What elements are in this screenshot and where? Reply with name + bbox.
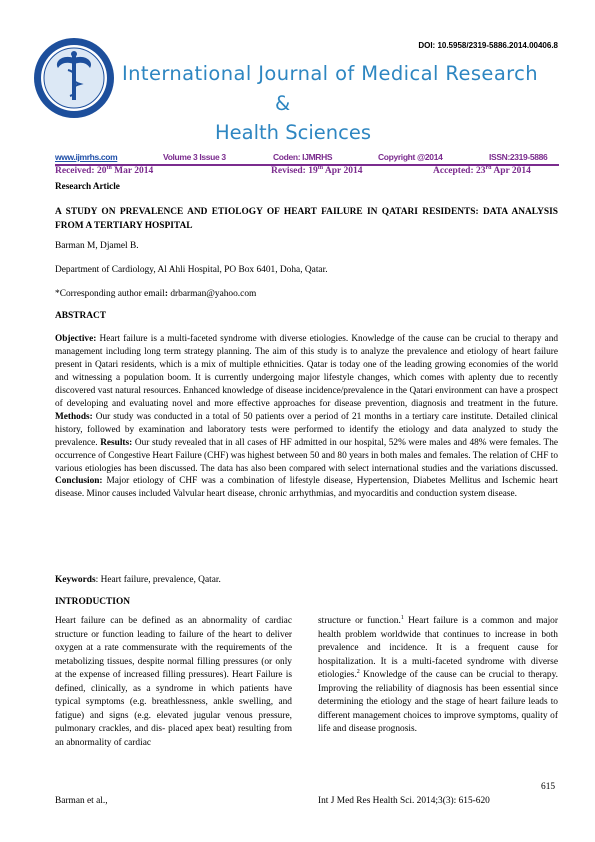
doi: DOI: 10.5958/2319-5886.2014.00406.8 [418, 41, 558, 50]
journal-title-line3: Health Sciences [215, 121, 371, 144]
journal-url-link[interactable]: www.ijmrhs.com [55, 152, 118, 162]
article-type: Research Article [55, 181, 120, 191]
copyright: Copyright @2014 [378, 152, 443, 162]
introduction-heading: INTRODUCTION [55, 597, 131, 607]
journal-title-ampersand: & [275, 92, 291, 115]
coden: Coden: IJMRHS [273, 152, 333, 162]
keywords: Keywords: Heart failure, prevalence, Qatar. [55, 575, 221, 585]
article-dates [55, 166, 559, 180]
email-link[interactable]: drbarman@yahoo.com [170, 289, 257, 299]
journal-meta-line [55, 152, 559, 164]
volume-issue: Volume 3 Issue 3 [163, 152, 226, 162]
corresponding-author: *Corresponding author email: drbarman@yahoo.com [55, 289, 257, 299]
revised-date: Revised: 19th Apr 2014 [271, 164, 363, 176]
citation-2[interactable]: 2 [356, 668, 360, 675]
abstract-body: Objective: Heart failure is a multi-faceted syndrome with diverse etiologies. Knowledge of the cause can be crucial to therapy and management including long term strategy planning. The aim of this study is to analyze the prevalence and etiology of heart failure present in Qatari residents, which is a mix of multiple ethnicities. Qatar is today one of the leading growing economies of the world and witnessing a population boom. It is currently undergoing major lifestyle changes, which comes with aplenty due to recently discovered vast natural resources. Enhanced knowledge of disease incidence/prevalence in the Qatari environment can have a prospect of developing and evaluating novel and more effective approaches for disease prevention, diagnosis and treatment in the future. Methods: Our study was conducted in a total of 50 patients over a period of 21 months in a tertiary care institute. Detailed clinical history, followed by examination and laboratory tests were performed to identify the etiology and data analyzed to study the prevalence. Results: Our study revealed that in all cases of HF admitted in our hospital, 52% were males and 48% were females. The occurrence of Congestive Heart Failure (CHF) was highest between 50 and 80 years in both males and females. The relation of CHF to various etiologies has been discussed. The data has also been compared with select international studies and the variations discussed. Conclusion: Major etiology of CHF was a combination of lifestyle disease, Hypertension, Diabetes Mellitus and Ischemic heart disease. Minor causes included Valvular heart disease, chronic arrhythmias, and myocarditis and conduction system disease. [55, 334, 559, 500]
intro-right-column: structure or function.$^1$ Heart failure is a common and major health problem worldwide that continues to increase in both prevalence and incidence. It is a frequent cause for hospitalization. It is a multi-faceted syndrome with diverse etiologies.$^2$ Knowledge of the cause can be crucial to therapy. Improving the reliability of diagnosis has been essential since determining the etiology and the stage of heart failure leads to different management choices to improve symptoms, quality of life and disease prognosis. [318, 614, 558, 734]
abstract-heading: ABSTRACT [55, 311, 107, 321]
intro-left-column: Heart failure can be defined as an abnormality of cardiac structure or function leading to failure of the heart to deliver oxygen at a rate commensurate with the requirements of the metabolizing tissues, despite normal filling pressures (or only at the expense of increased filling pressures). Heart Failure is defined, clinically, as a syndrome in which patients have typical symptoms (e.g. breathlessness, ankle swelling, and fatigue) and signs (e.g. elevated jugular venous pressure, pulmonary crackles, and dis- placed apex beat) resulting from an abnormality of cardiac [55, 616, 292, 748]
authors: Barman M, Djamel B. [55, 241, 139, 251]
page-number: 615 [541, 782, 556, 792]
journal-title-line1: International Journal of Medical Research [122, 62, 539, 85]
citation-1[interactable]: 1 [400, 614, 404, 621]
issn: ISSN:2319-5886 [489, 152, 548, 162]
article-title: A STUDY ON PREVALENCE AND ETIOLOGY OF HEART FAILURE IN QATARI RESIDENTS: DATA ANALYSIS FROM A TERTIARY HOSPITAL [55, 207, 558, 231]
affiliation: Department of Cardiology, Al Ahli Hospital, PO Box 6401, Doha, Qatar. [55, 265, 328, 275]
journal-logo [32, 36, 116, 120]
received-date: Received: 20th Mar 2014 [55, 164, 154, 176]
accepted-date: Accepted: 23rd Apr 2014 [433, 164, 531, 176]
footer-citation: Int J Med Res Health Sci. 2014;3(3): 615-620 [318, 796, 490, 806]
footer-authors: Barman et al., [55, 796, 108, 806]
